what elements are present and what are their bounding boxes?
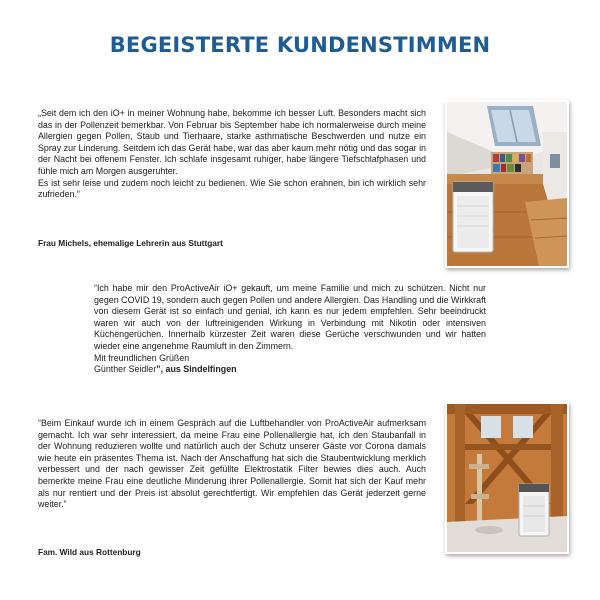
testimonial-2-signature-line — [94, 364, 486, 376]
wooden-room-photo — [447, 404, 567, 552]
testimonial-3-paragraph: “Beim Einkauf wurde ich in einem Gespräch auf die Luftbehandler von ProActiveAir aufmerksam gemacht. Ich war sehr interessiert, da meine Frau eine Pollenallergie hat, ich den Staubanfall in der Wohnung reduzieren wollte und natürlich auch der Schutz unserer Gäste vor Corona damals wie heute ein präsentes Thema ist. Nach der Anschaffung hat sich die Staubentwicklung merklich verbessert und der nach gewisser Zeit gefüllte Elektrostatik Filter bewies dies auch. Auch bemerkte meine Frau eine deutliche Minderung ihrer Pollenallergie. Somit hat sich der Kauf mehr als nur rentiert und der Preis ist absolut gerechtfertigt. Wir empfehlen das Gerät jederzeit gerne weiter.” — [38, 418, 426, 510]
testimonial-2-paragraph: “Ich habe mir den ProActiveAir iO+ gekauft, um meine Familie und mich zu schützen. Nicht nur gegen COVID 19, sondern auch gegen Pollen und andere Allergien. Das Handling und die Wirkkraft von diesem Gerät ist so einfach und genial, ich kann es nur jedem empfehlen. Sehr beeindruckt waren wir auch von der luftreinigenden Wirkung in Verbindung mit Nikotin oder intensiven Küchengerüchen. Innerhalb kürzester Zeit waren diese Gerüche verschwunden und wir hatten wieder eine angenehme Raumluft in den Zimmern. — [94, 283, 486, 351]
page-title: BEGEISTERTE KUNDENSTIMMEN — [109, 33, 491, 57]
testimonial-2-text — [94, 283, 486, 376]
testimonial-3-author: Fam. Wild aus Rottenburg — [38, 547, 141, 557]
testimonial-3-photo — [445, 402, 569, 554]
testimonial-1-paragraph: „Seit dem ich den iO+ in meiner Wohnung habe, bekomme ich besser Luft. Besonders macht sich das in der Pollenzeit bemerkbar. Von Februar bis September habe ich normalerweise durch meine Allergien gegen Pollen, Staub und Tierhaare, starke asthmatische Beschwerden und nutze ein Spray zur Linderung. Seitdem ich das Gerät habe, war das aber kaum mehr nötig und das sogar in der Nacht bei offenem Fenster. Ich schlafe insgesamt ruhiger, habe längere Tiefschlafphasen und fühle mich am Morgen ausgeruhter. — [38, 108, 426, 176]
testimonial-2-signature: Günther Seidler — [94, 364, 157, 375]
testimonial-1-author: Frau Michels, ehemalige Lehrerin aus Stuttgart — [38, 238, 223, 248]
testimonial-1-text — [38, 108, 426, 201]
testimonial-2-author: ”, aus Sindelfingen — [156, 364, 237, 375]
testimonial-3-text — [38, 418, 426, 511]
testimonial-2-greeting: Mit freundlichen Grüßen — [94, 352, 190, 363]
attic-room-photo — [447, 102, 567, 266]
testimonial-1-photo — [445, 100, 569, 268]
testimonial-1-paragraph-2: Es ist sehr leise und zudem noch leicht zu bedienen. Wie Sie schon erahnen, bin ich wirklich sehr zufrieden.“ — [38, 177, 426, 200]
